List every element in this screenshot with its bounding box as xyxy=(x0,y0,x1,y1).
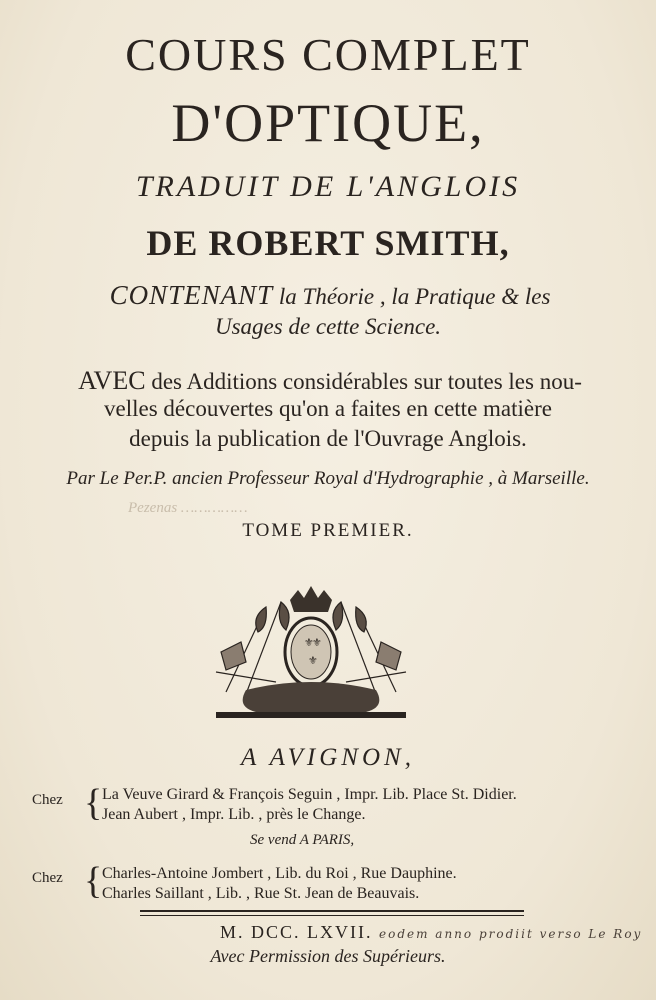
manuscript-note: eodem anno prodiit verso Le Roy xyxy=(379,927,643,941)
chez-label-paris: Chez xyxy=(32,870,63,886)
contents-line-2: Usages de cette Science. xyxy=(214,314,442,339)
additions-lead: AVEC xyxy=(78,366,146,395)
brace-icon: { xyxy=(84,860,103,902)
contents-lead: CONTENANT xyxy=(109,280,274,310)
chez-label-avignon: Chez xyxy=(32,792,63,808)
imprint-paris-2: Charles Saillant , Lib. , Rue St. Jean de Beauvais. xyxy=(102,885,420,902)
imprint-avignon-1: La Veuve Girard & François Seguin , Impr. Lib. Place St. Didier. xyxy=(102,786,517,803)
imprint-paris-1: Charles-Antoine Jombert , Lib. du Roi , Rue Dauphine. xyxy=(102,865,457,882)
permission-line: Avec Permission des Supérieurs. xyxy=(210,946,446,966)
double-rule-bottom xyxy=(140,915,524,916)
volume-label: TOME PREMIER. xyxy=(242,520,414,541)
date-text: M. DCC. LXVII. xyxy=(220,922,373,942)
imprint-avignon-2: Jean Aubert , Impr. Lib. , près le Change. xyxy=(102,806,366,823)
imprint-date xyxy=(220,922,642,943)
title-line-1: COURS COMPLET xyxy=(125,29,531,80)
additions-line-1 xyxy=(20,366,640,396)
place-of-publication: A AVIGNON, xyxy=(241,744,415,771)
additions-line-3: depuis la publication de l'Ouvrage Anglois. xyxy=(129,426,527,451)
author-line: Par Le Per.P. ancien Professeur Royal d'Hydrographie , à Marseille. xyxy=(66,468,590,489)
title-line-4: DE ROBERT SMITH, xyxy=(146,223,510,263)
double-rule-top xyxy=(140,910,524,912)
title-line-3: TRADUIT DE L'ANGLOIS xyxy=(135,170,521,203)
svg-text:⚜: ⚜ xyxy=(312,636,322,649)
svg-text:⚜: ⚜ xyxy=(304,636,314,649)
contents-line-1 xyxy=(20,280,640,311)
additions-line-1-text: des Additions considérables sur toutes les nou- xyxy=(151,369,582,394)
royal-arms-vignette-icon xyxy=(206,582,416,722)
contents-line-1-text: la Théorie , la Pratique & les xyxy=(278,284,551,309)
svg-text:⚜: ⚜ xyxy=(308,654,318,667)
faded-manuscript-mark: Pezenas …………… xyxy=(128,500,248,516)
additions-line-2: velles découvertes qu'on a faites en cette matière xyxy=(104,396,552,421)
paris-note: Se vend A PARIS, xyxy=(250,832,355,848)
brace-icon: { xyxy=(84,782,103,824)
title-line-2: D'OPTIQUE, xyxy=(171,93,485,153)
